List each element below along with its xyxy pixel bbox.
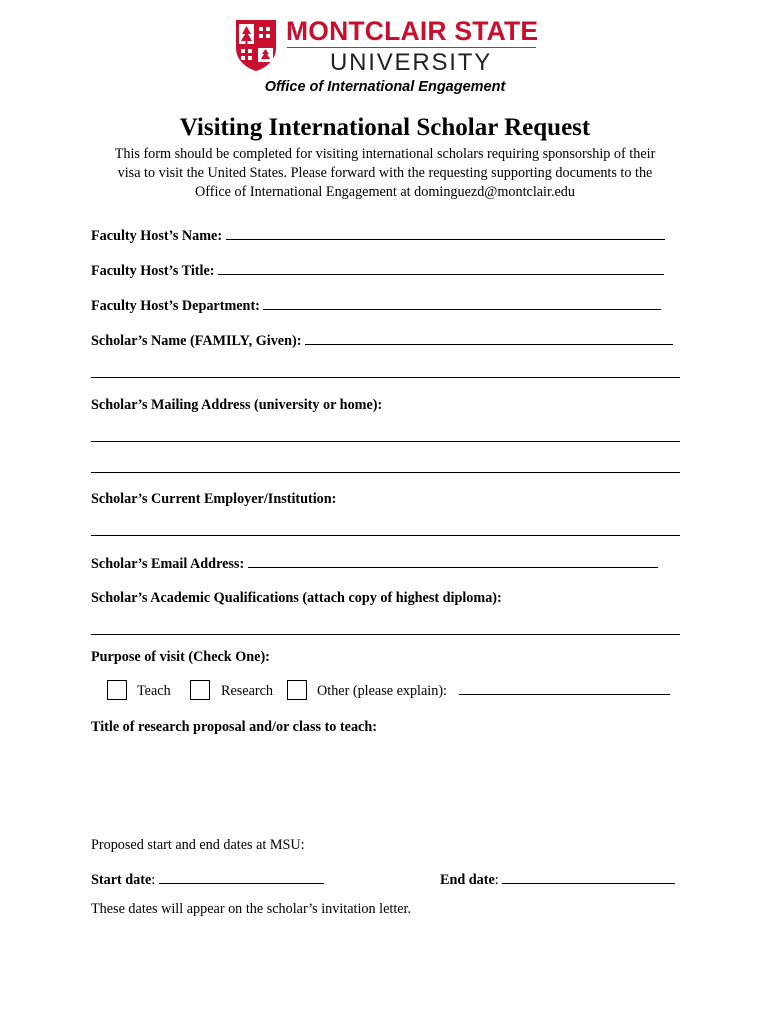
university-logo <box>234 14 539 76</box>
employer-field[interactable] <box>91 535 680 536</box>
form-intro <box>80 145 690 202</box>
office-name: Office of International Engagement <box>264 79 506 95</box>
other-explain-field[interactable] <box>459 682 670 695</box>
mailing-address-field-line1[interactable] <box>91 441 680 442</box>
qualifications-label: Scholar’s Academic Qualifications (attach copy of highest diploma): <box>91 590 502 606</box>
mailing-address-field-line2[interactable] <box>91 472 680 473</box>
other-label: Other (please explain): <box>317 683 447 699</box>
email-field[interactable] <box>248 555 658 568</box>
mailing-address-row <box>91 395 382 415</box>
host-name-field[interactable] <box>226 227 665 240</box>
other-checkbox[interactable] <box>287 680 307 700</box>
research-title-field[interactable] <box>91 742 680 824</box>
host-name-row <box>91 226 665 246</box>
logo-wordmark-top: MONTCLAIR STATE <box>286 16 539 46</box>
host-title-field[interactable] <box>218 262 664 275</box>
dates-note: These dates will appear on the scholar’s invitation letter. <box>91 901 412 917</box>
shield-icon <box>234 18 278 72</box>
start-date-label: Start date <box>91 872 152 888</box>
purpose-options <box>0 680 770 702</box>
research-title-label: Title of research proposal and/or class to teach: <box>91 719 377 735</box>
logo-wordmark-bottom: UNIVERSITY <box>330 49 493 76</box>
email-row <box>91 554 658 574</box>
scholar-name-field-continued[interactable] <box>91 377 680 378</box>
host-name-label: Faculty Host’s Name: <box>91 228 223 244</box>
purpose-label: Purpose of visit (Check One): <box>91 649 270 665</box>
form-title: Visiting International Scholar Request <box>179 114 591 141</box>
start-date-row: Start date: <box>91 870 324 890</box>
employer-label: Scholar’s Current Employer/Institution: <box>91 491 337 507</box>
intro-line: Office of International Engagement at dominguezd@montclair.edu <box>195 184 575 200</box>
employer-row <box>91 489 336 509</box>
intro-line: This form should be completed for visiting international scholars requiring sponsorship of their <box>114 146 656 162</box>
end-date-row: End date: <box>440 870 675 890</box>
purpose-row <box>91 647 270 667</box>
qualifications-field[interactable] <box>91 634 680 635</box>
scholar-name-row <box>91 331 673 351</box>
end-date-field[interactable] <box>502 871 675 884</box>
teach-checkbox[interactable] <box>107 680 127 700</box>
scholar-name-label: Scholar’s Name (FAMILY, Given): <box>91 333 302 349</box>
qualifications-row <box>91 588 502 608</box>
end-date-label: End date <box>440 872 495 888</box>
host-title-row <box>91 261 664 281</box>
research-label: Research <box>221 683 273 699</box>
teach-label: Teach <box>137 683 171 699</box>
scholar-name-field[interactable] <box>305 332 673 345</box>
dates-intro: Proposed start and end dates at MSU: <box>91 837 305 853</box>
mailing-address-label: Scholar’s Mailing Address (university or home): <box>91 397 383 413</box>
start-date-field[interactable] <box>159 871 324 884</box>
research-title-row <box>91 717 377 737</box>
host-department-label: Faculty Host’s Department: <box>91 298 260 314</box>
intro-line: visa to visit the United States. Please forward with the requesting supporting documents to the <box>117 165 653 181</box>
host-department-row <box>91 296 661 316</box>
host-title-label: Faculty Host’s Title: <box>91 263 215 279</box>
host-department-field[interactable] <box>263 297 661 310</box>
research-checkbox[interactable] <box>190 680 210 700</box>
email-label: Scholar’s Email Address: <box>91 556 245 572</box>
logo-divider <box>287 47 536 48</box>
